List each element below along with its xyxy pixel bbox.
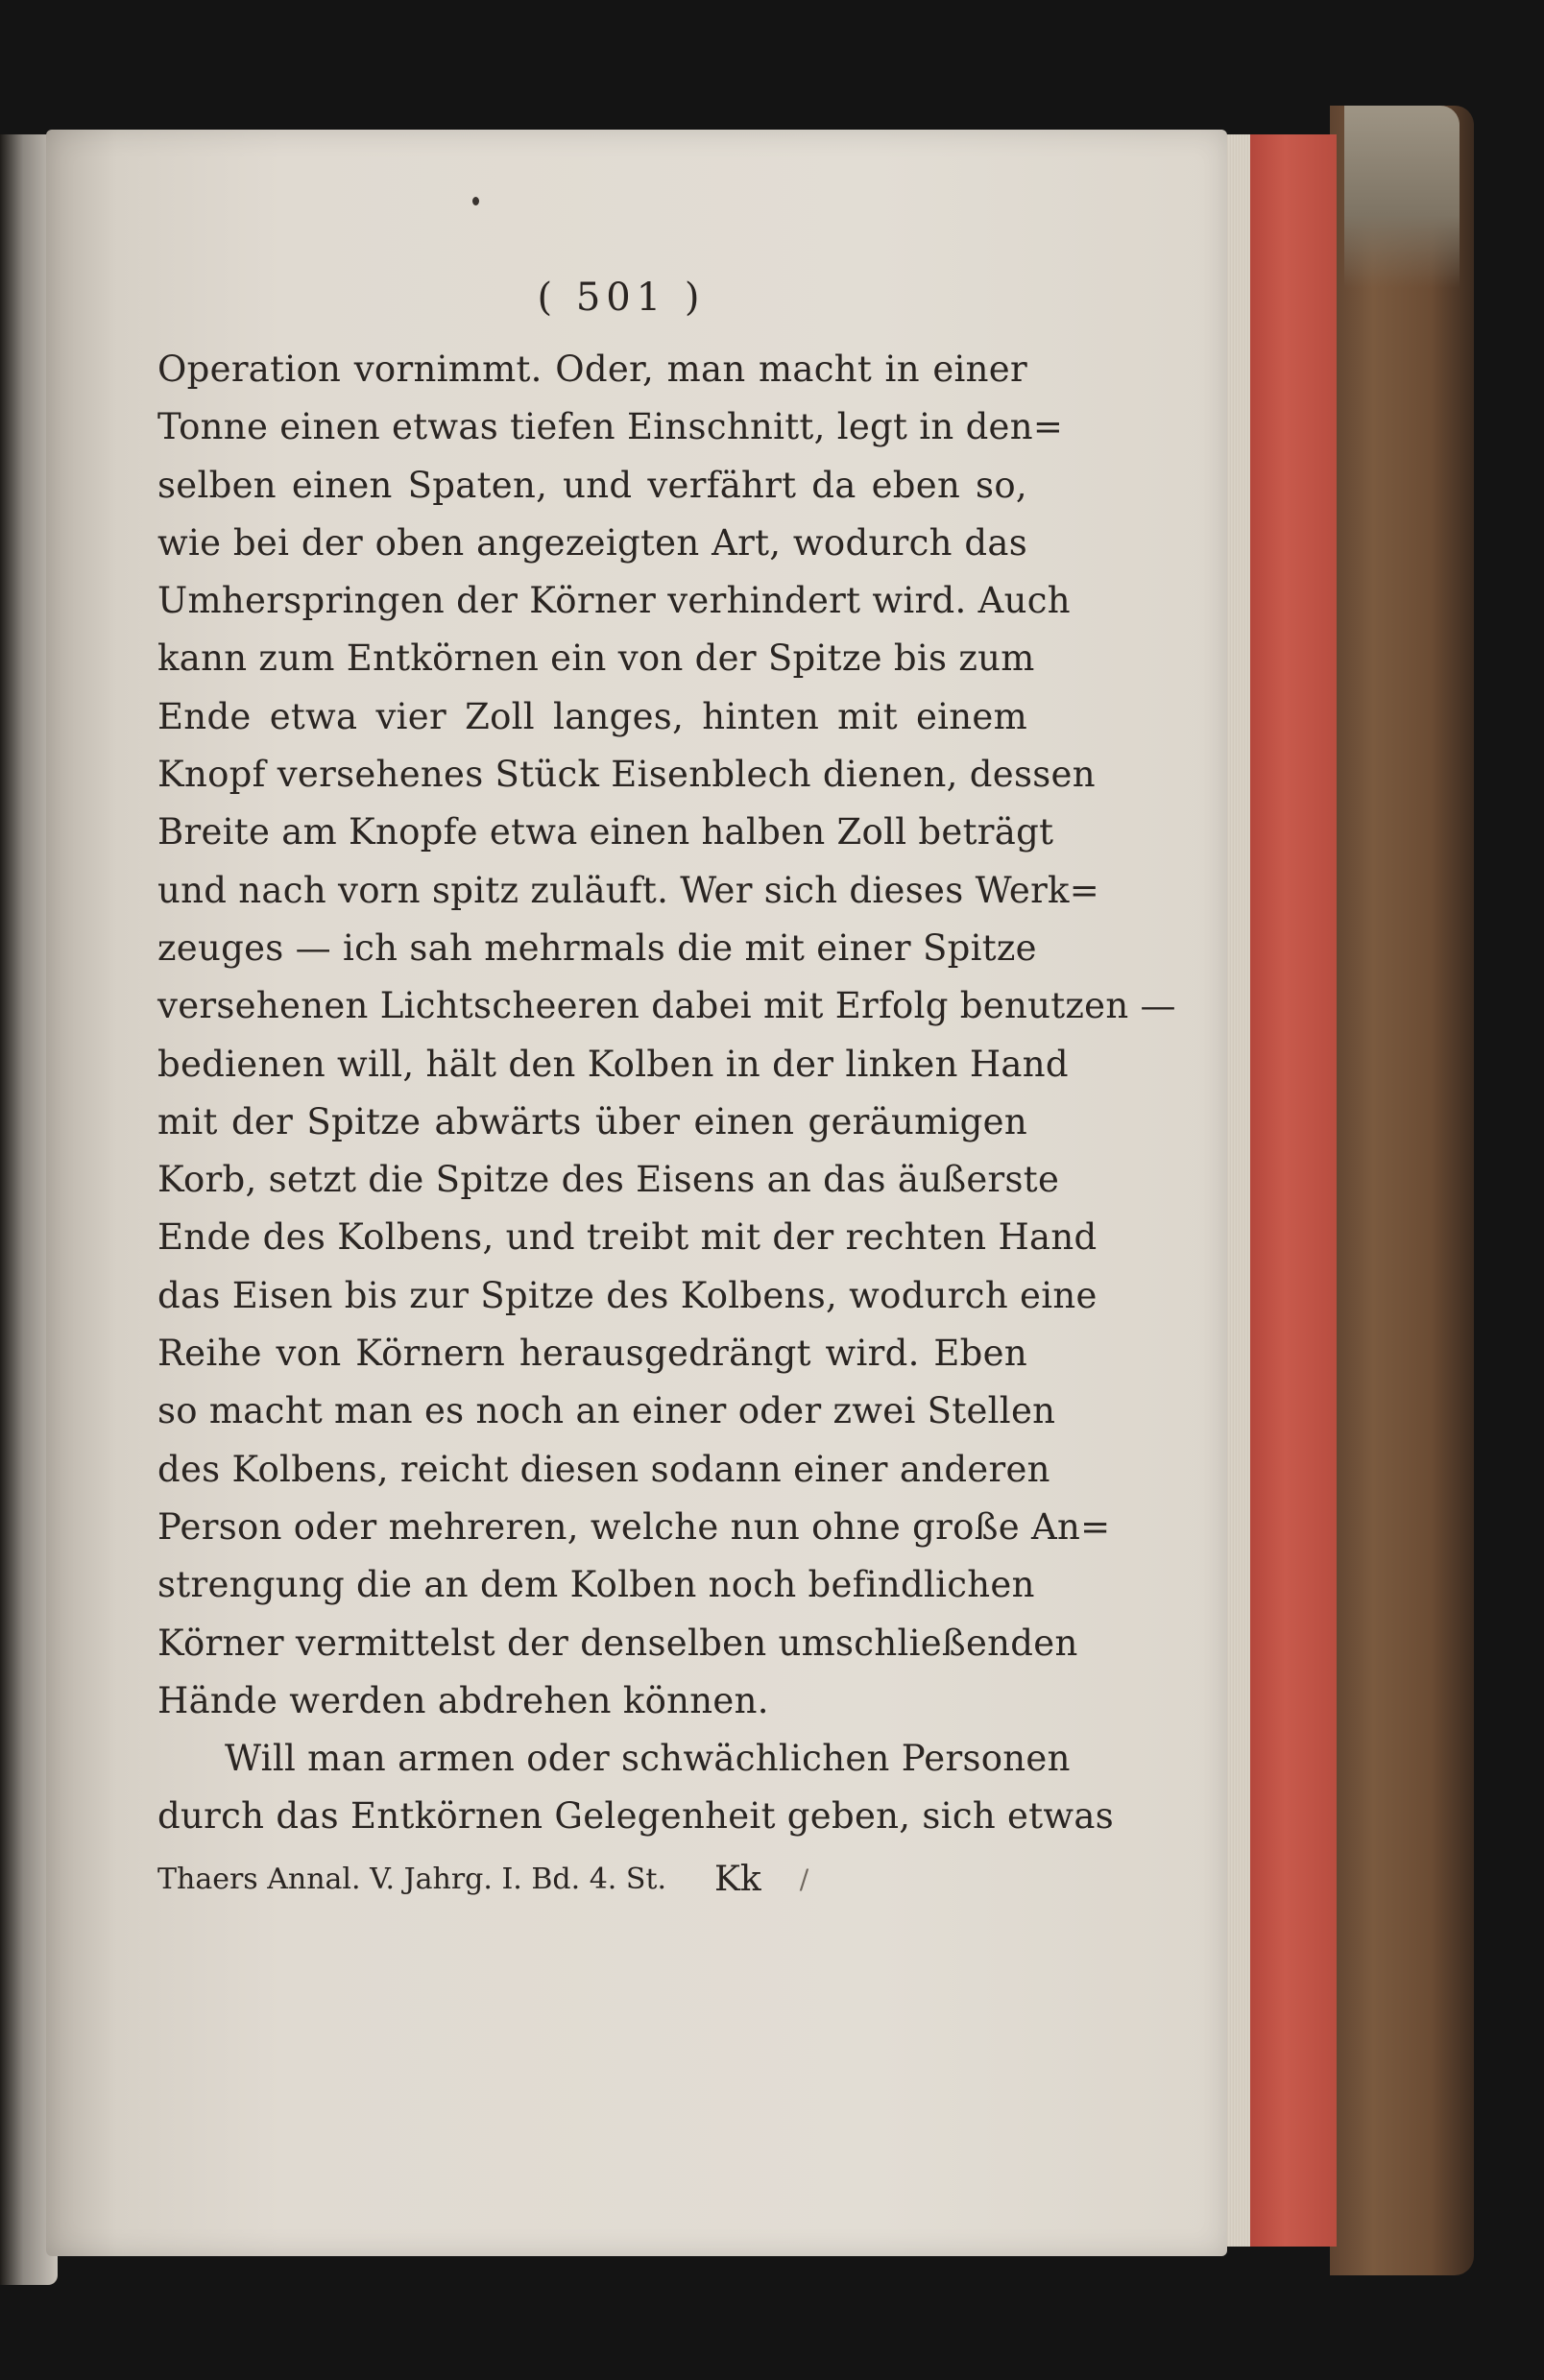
text-line: strengung die an dem Kolben noch befindlichen bbox=[157, 1564, 1035, 1606]
footer-citation: Thaers Annal. V. Jahrg. I. Bd. 4. St. bbox=[157, 1862, 666, 1896]
text-line: Knopf versehenes Stück Eisenblech dienen, dessen bbox=[157, 754, 1096, 796]
text-line: so macht man es noch an einer oder zwei Stellen bbox=[157, 1390, 1056, 1432]
body-text bbox=[157, 341, 1176, 1846]
signature-mark: Kk bbox=[714, 1859, 761, 1899]
text-line: Körner vermittelst der denselben umschließenden bbox=[157, 1622, 1078, 1664]
text-line: Breite am Knopfe etwa einen halben Zoll beträgt bbox=[157, 811, 1054, 853]
text-line: selben einen Spaten, und verfährt da eben so, bbox=[157, 464, 1027, 506]
text-line: bedienen will, hält den Kolben in der linken Hand bbox=[157, 1043, 1069, 1085]
text-line: kann zum Entkörnen ein von der Spitze bis zum bbox=[157, 637, 1035, 680]
text-line: Operation vornimmt. Oder, man macht in einer bbox=[157, 349, 1027, 390]
page-number-header: ( 501 ) bbox=[537, 276, 706, 320]
text-line: Ende etwa vier Zoll langes, hinten mit einem bbox=[157, 695, 1027, 737]
text-line: wie bei der oben angezeigten Art, wodurch das bbox=[157, 521, 1027, 564]
text-line: versehenen Lichtscheeren dabei mit Erfolg benutzen — bbox=[157, 985, 1176, 1027]
red-page-edges bbox=[1248, 134, 1337, 2247]
text-line: Hände werden abdrehen können. bbox=[157, 1679, 769, 1721]
pencil-mark: / bbox=[799, 1863, 809, 1895]
text-line: das Eisen bis zur Spitze des Kolbens, wodurch eine bbox=[157, 1274, 1098, 1316]
cover-worn-corner bbox=[1344, 106, 1460, 288]
text-line: und nach vorn spitz zuläuft. Wer sich dieses Werk= bbox=[157, 869, 1100, 911]
text-line: zeuges — ich sah mehrmals die mit einer Spitze bbox=[157, 926, 1037, 969]
text-line: Korb, setzt die Spitze des Eisens an das äußerste bbox=[157, 1159, 1060, 1201]
text-line: mit der Spitze abwärts über einen geräumigen bbox=[157, 1100, 1027, 1142]
text-line: Tonne einen etwas tiefen Einschnitt, legt in den= bbox=[157, 406, 1064, 448]
text-block bbox=[157, 254, 1176, 1913]
book-cover bbox=[1330, 106, 1474, 2275]
text-line: Will man armen oder schwächlichen Personen bbox=[225, 1738, 1071, 1780]
text-line: Reihe von Körnern herausgedrängt wird. Eben bbox=[157, 1333, 1027, 1375]
page-footer bbox=[157, 1846, 1027, 1913]
text-line: Ende des Kolbens, und treibt mit der rechten Hand bbox=[157, 1216, 1098, 1259]
text-line: Person oder mehreren, welche nun ohne große An= bbox=[157, 1505, 1111, 1548]
ink-speck bbox=[472, 197, 479, 205]
text-line: durch das Entkörnen Gelegenheit geben, sich etwas bbox=[157, 1795, 1115, 1838]
text-line: Umherspringen der Körner verhindert wird. Auch bbox=[157, 580, 1071, 622]
text-line: des Kolbens, reicht diesen sodann einer anderen bbox=[157, 1448, 1050, 1490]
